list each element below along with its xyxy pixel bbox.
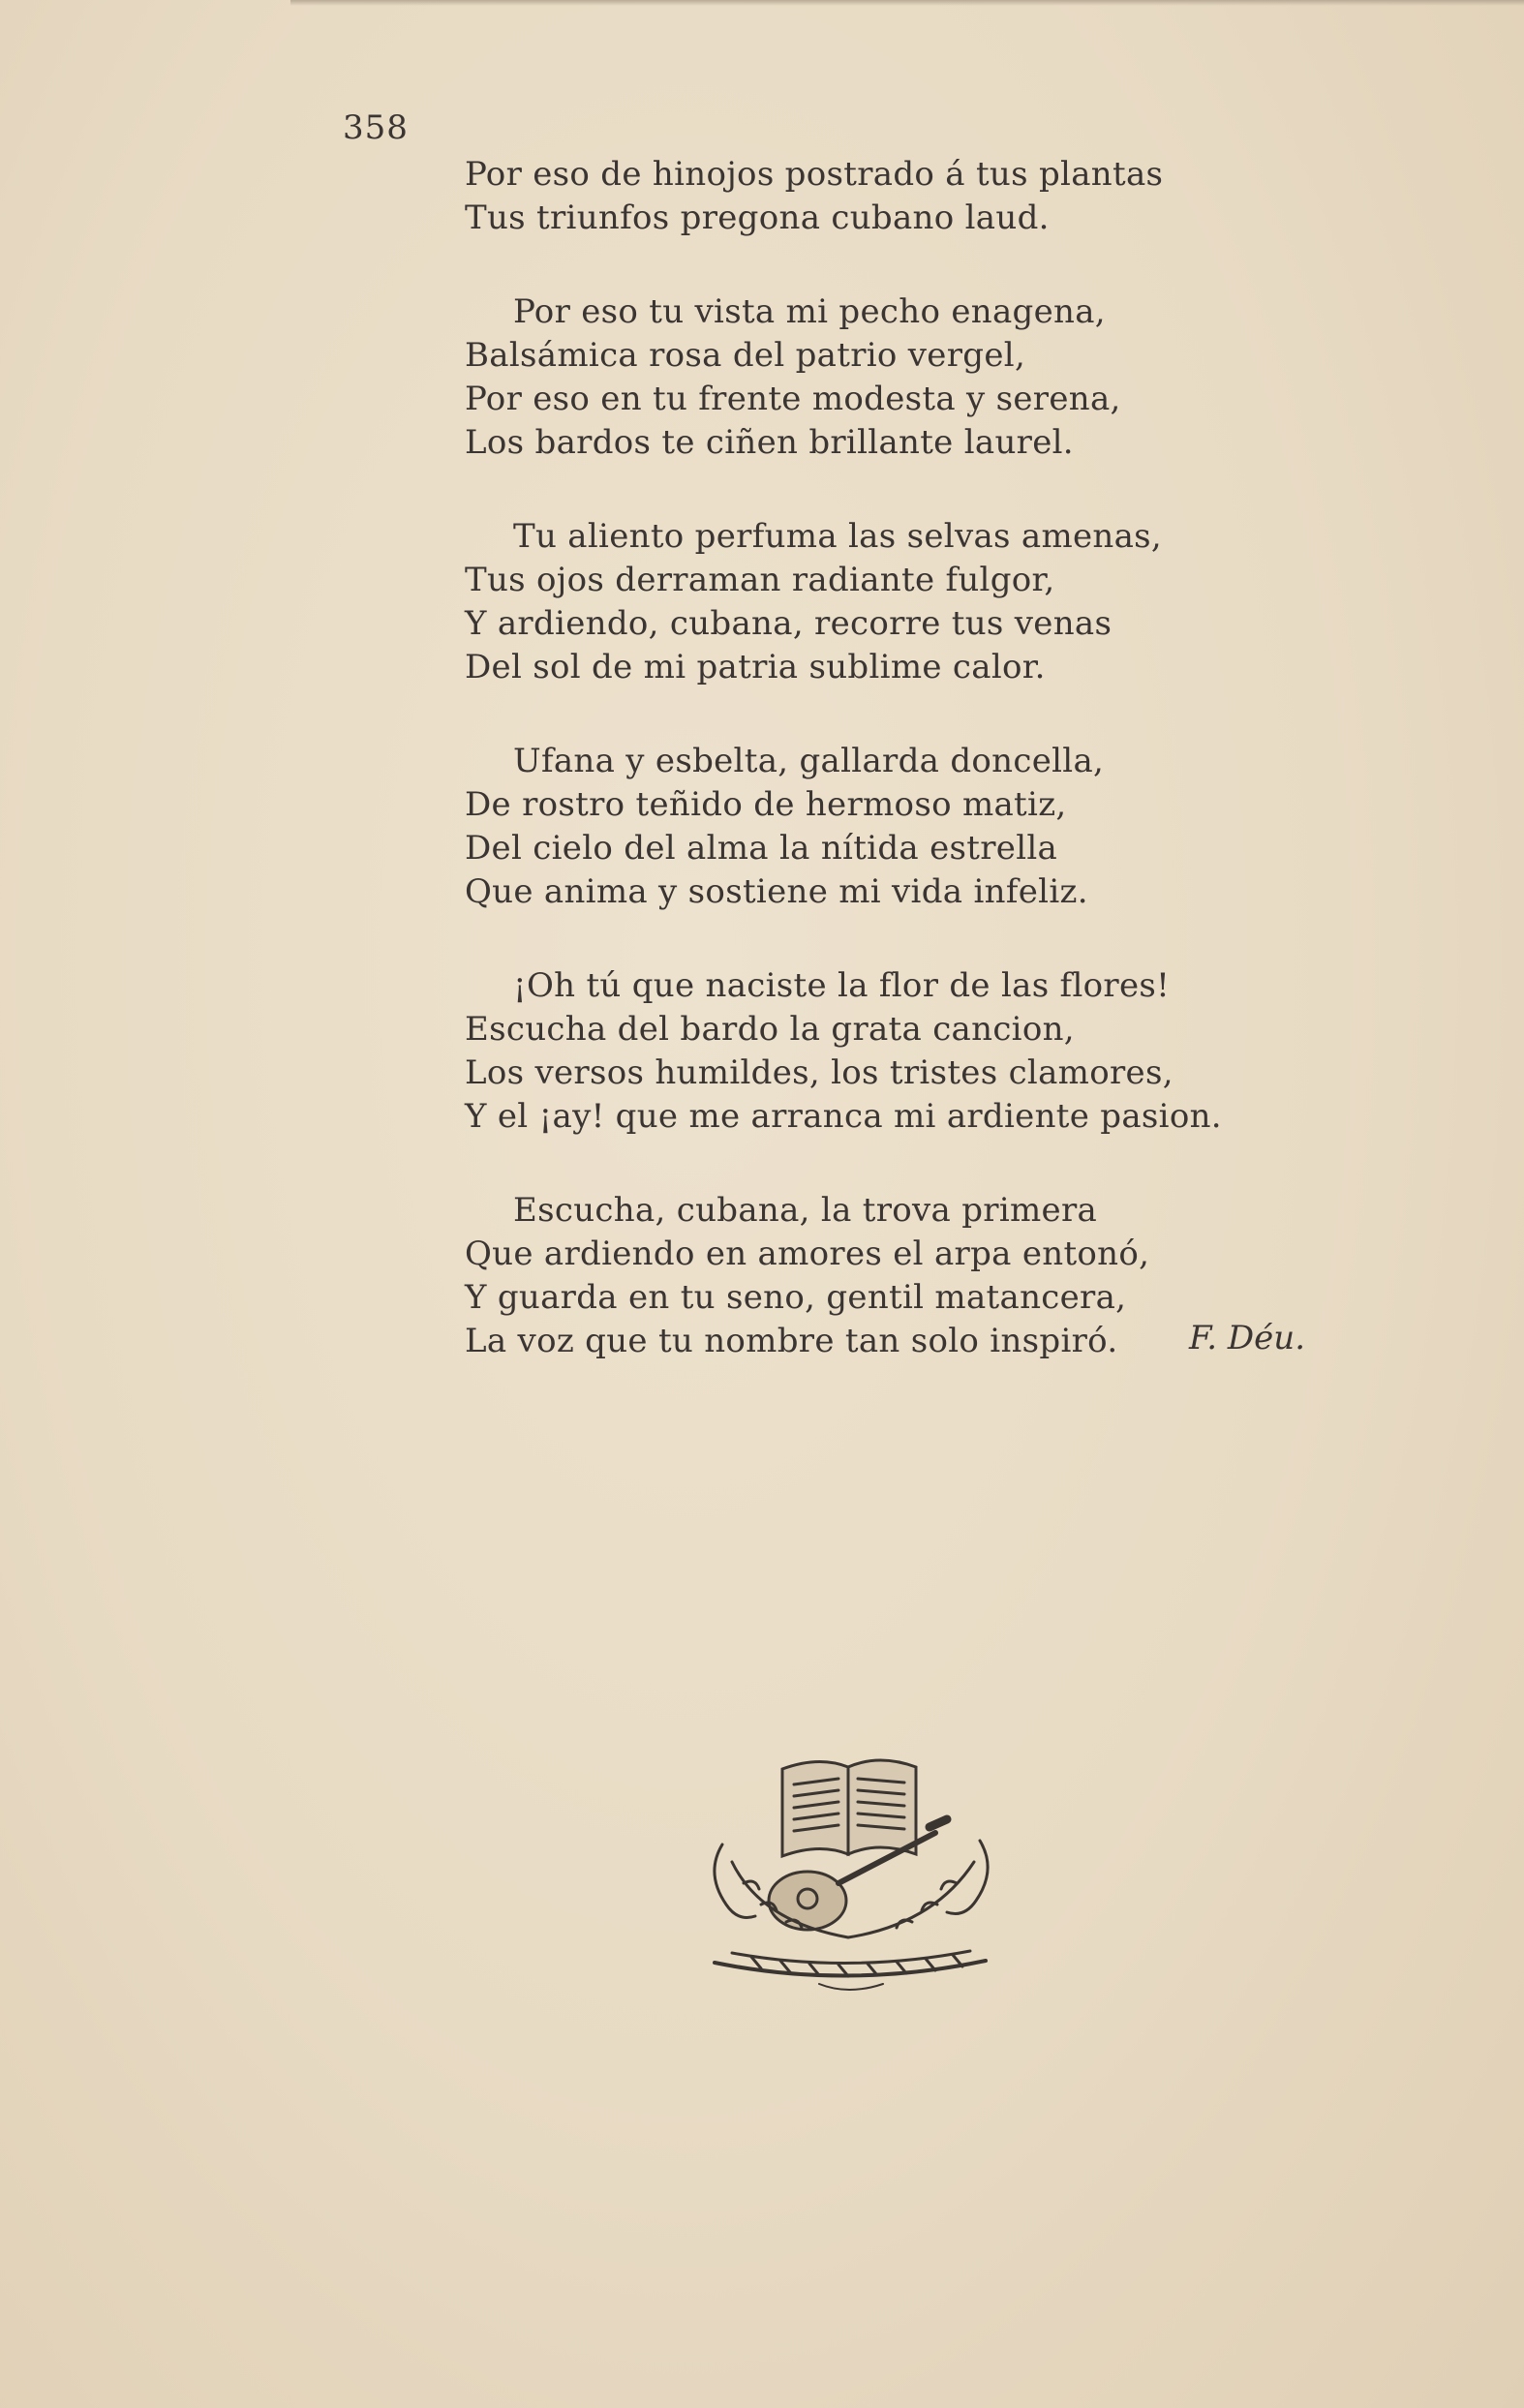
poem-line: Balsámica rosa del patrio vergel, <box>465 336 1026 375</box>
book-and-guitar-vignette-icon <box>693 1738 1007 1999</box>
poem-line: Tus triunfos pregona cubano laud. <box>465 198 1050 237</box>
poem-line: Y ardiendo, cubana, recorre tus venas <box>465 604 1113 643</box>
page-number: 358 <box>343 108 409 147</box>
author-signature: F. Déu. <box>1189 1319 1305 1357</box>
poem-line: Que anima y sostiene mi vida infeliz. <box>465 872 1088 911</box>
poem-line: Por eso en tu frente modesta y serena, <box>465 380 1121 418</box>
poem-line: Tu aliento perfuma las selvas amenas, <box>513 517 1163 556</box>
poem-line: Por eso tu vista mi pecho enagena, <box>513 292 1106 331</box>
poem-line: ¡Oh tú que naciste la flor de las flores! <box>513 966 1171 1005</box>
poem-line: Escucha, cubana, la trova primera <box>513 1191 1098 1230</box>
poem-line: Y guarda en tu seno, gentil matancera, <box>465 1278 1127 1317</box>
poem-line: Que ardiendo en amores el arpa entonó, <box>465 1234 1150 1273</box>
poem-line: La voz que tu nombre tan solo inspiró. <box>465 1322 1118 1360</box>
poem-line: Los bardos te ciñen brillante laurel. <box>465 423 1074 462</box>
poem-line: Ufana y esbelta, gallarda doncella, <box>513 742 1105 780</box>
page-top-edge-shadow <box>290 0 1524 6</box>
poem-line: De rostro teñido de hermoso matiz, <box>465 785 1067 824</box>
poem-line: Por eso de hinojos postrado á tus plantas <box>465 155 1164 194</box>
stanza-5 <box>465 964 1336 1139</box>
stanza-3 <box>465 515 1336 689</box>
stanza-4 <box>465 740 1336 914</box>
stanza-1 <box>465 153 1336 240</box>
poem-line: Y el ¡ay! que me arranca mi ardiente pasion. <box>465 1097 1222 1136</box>
poem <box>465 153 1336 1414</box>
poem-line: Tus ojos derraman radiante fulgor, <box>465 561 1055 599</box>
poem-line: Del sol de mi patria sublime calor. <box>465 648 1046 686</box>
poem-line: Escucha del bardo la grata cancion, <box>465 1010 1075 1049</box>
poem-line: Los versos humildes, los tristes clamores, <box>465 1053 1173 1092</box>
poem-line: Del cielo del alma la nítida estrella <box>465 829 1058 868</box>
stanza-2 <box>465 290 1336 465</box>
